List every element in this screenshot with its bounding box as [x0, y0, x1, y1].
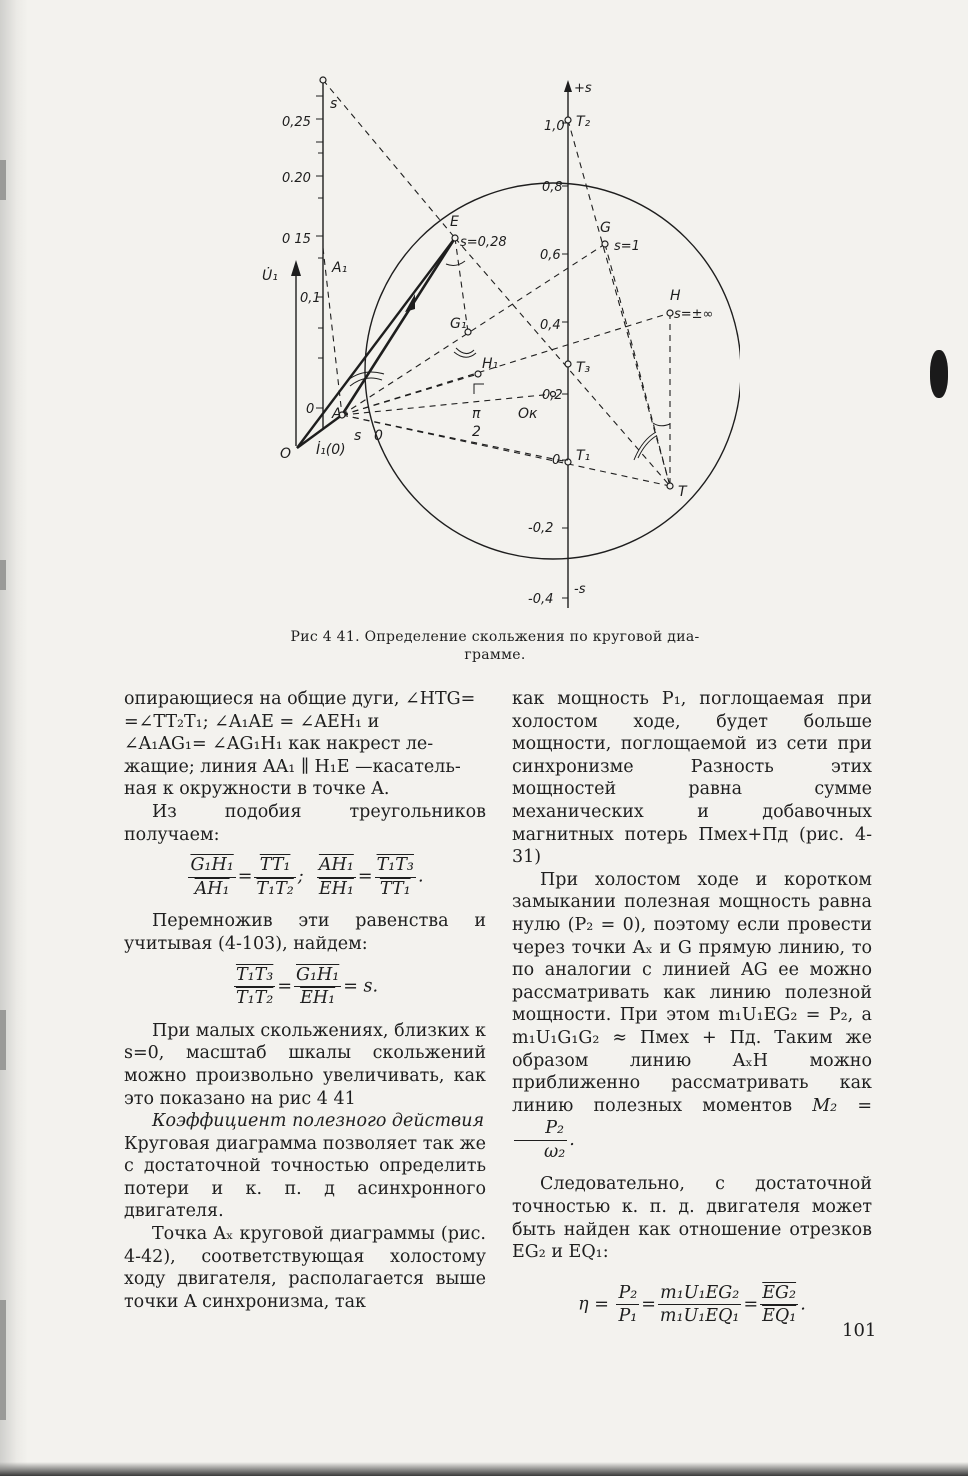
line-oe — [297, 238, 455, 448]
label-e: E — [450, 214, 459, 230]
label-pi: π — [472, 406, 481, 422]
point-h1 — [475, 371, 481, 377]
left-tick-01: 0,1 — [300, 291, 321, 306]
label-t1: T₁ — [576, 448, 591, 464]
left-p2: Из подобия треугольников получаем: — [124, 801, 486, 845]
label-t3: T₃ — [576, 360, 591, 376]
left-p1-line5: ная к окружности в точке A. — [124, 779, 390, 800]
left-tick-020: 0.20 — [282, 171, 311, 186]
right-tick-0: 0 — [552, 453, 561, 468]
label-o: O — [280, 446, 292, 462]
left-p1-line2: =∠TT₂T₁; ∠A₁AE = ∠AEH₁ и — [124, 711, 380, 732]
left-subheading-efficiency: Коэффициент полезного действия — [152, 1111, 485, 1132]
dashed-t2-to-t — [568, 120, 670, 486]
point-h — [667, 310, 673, 316]
right-p2: При холостом ходе и коротком замыкании полезная мощность равна нулю (P₂ = 0), поэтому если провести через точки Aₓ и G прямую линию, то по аналогии с линией AG ее можно рассматривать как линию полезной мощности. При этом m₁U₁EG₂ = P₂, а m₁U₁G₁G₂ ≈ Πмех + Πд. Таким же образом линию AₓH можно приближенно рассматривать как линию полезных моментов M₂ = $\frac{\text{P₂}}{\text{ω₂}}$ . — [512, 869, 872, 1162]
label-u1: U̇₁ — [262, 268, 278, 284]
right-tick-04: 0,4 — [540, 318, 561, 333]
label-two: 2 — [472, 424, 481, 440]
label-h: H — [670, 288, 681, 304]
label-g: G — [600, 220, 611, 236]
right-tick-m02: -0,2 — [528, 521, 554, 536]
label-s1: s=1 — [614, 239, 640, 254]
page-bottom-edge-shadow — [0, 1462, 968, 1476]
left-p3: Перемножив эти равенства и учитывая (4-103), найдем: — [124, 911, 486, 954]
page-number: 101 — [842, 1320, 877, 1341]
left-column — [124, 688, 486, 1313]
dashed-g-to-t — [605, 244, 670, 486]
page-left-edge-shadow — [0, 0, 28, 1476]
label-minus-s: -s — [574, 582, 586, 597]
right-tick-06: 0,6 — [540, 248, 561, 263]
label-s028: s=0,28 — [460, 235, 507, 250]
formula-slip: $\frac{\text{T₁T₃}}{\text{T₁T₂}}$ = $\frac{\text{G₁H₁}}{\text{EH₁}}$ = s. — [235, 964, 379, 1009]
dashed-a-to-h1 — [342, 374, 478, 415]
left-p1-line4: жащие; линия AA₁ ∥ H₁E —касатель- — [124, 756, 461, 777]
label-plus-s: +s — [574, 81, 592, 96]
label-s-top: s — [330, 96, 338, 112]
circle — [365, 183, 740, 559]
point-t2 — [565, 117, 571, 123]
point-t3 — [565, 361, 571, 367]
point-g — [602, 241, 608, 247]
right-tick-m04: -0,4 — [528, 592, 554, 607]
formula-similarity: $\frac{\text{G₁H₁}}{\text{AH₁}}$ = $\frac{\text{TT₁}}{\text{T₁T₂}}$ ; $\frac{\text{AH₁}}{\text{EH₁}}$ = $\frac{\text{T₁T₃}}{\text{TT₁}}$ . — [190, 855, 424, 899]
figure-caption: Рис 4 41. Определение скольжения по круговой диа- грамме. — [290, 629, 700, 663]
label-sinf: s=±∞ — [674, 307, 714, 322]
right-column — [512, 688, 872, 1338]
left-tick-025: 0,25 — [282, 115, 311, 130]
right-tick-10: 1,0 — [544, 119, 565, 134]
dashed-top-to-e — [323, 80, 455, 238]
circle-diagram-figure — [260, 68, 740, 620]
right-p1: как мощность P₁, поглощаемая при холостом ходе, будет больше мощности, поглощаемой из сети при синхронизме Разность этих мощностей равна сумме механических и добавочных магнитных потерь Πмех+Πд (рис. 4-31) — [512, 689, 872, 868]
label-h1: H₁ — [482, 356, 499, 372]
u1-arrowhead — [291, 260, 301, 276]
left-p5: Круговая диаграмма позволяет так же с достаточной точностью определить потери и к. п. д асинхронного двигателя. — [124, 1133, 486, 1222]
left-p4: При малых скольжениях, близких к s=0, масштаб шкалы скольжений можно произвольно увеличивать, как это показано на рис 4 41 — [124, 1020, 486, 1109]
label-s0: s — [354, 428, 362, 444]
point-e — [452, 235, 458, 241]
right-tick-08: 0,8 — [542, 180, 563, 195]
right-tick-02: 0,2 — [542, 388, 563, 403]
ink-blot — [930, 350, 948, 398]
left-p1-line1: опирающиеся на общие дуги, ∠HTG= — [124, 689, 476, 709]
point-top — [320, 77, 326, 83]
point-t — [667, 483, 673, 489]
label-a1: A₁ — [332, 260, 348, 276]
left-tick-015: 0 15 — [282, 232, 311, 247]
label-zero: 0 — [374, 428, 383, 444]
left-p1-line3: ∠A₁AG₁= ∠AG₁H₁ как накрест ле- — [124, 734, 434, 755]
label-t2: T₂ — [576, 114, 591, 130]
left-tick-0: 0 — [306, 402, 315, 417]
label-a: A — [332, 406, 342, 422]
label-ok: Oк — [518, 406, 538, 422]
right-p3: Следовательно, с достаточной точностью к. п. д. двигателя может быть найден как отношение отрезков EG₂ и EQ₁: — [512, 1174, 872, 1263]
dashed-a-to-h — [342, 313, 670, 415]
dashed-a-to-t — [342, 415, 670, 486]
left-p6: Точка Aₓ круговой диаграммы (рис. 4-42), соответствующая холостому ходу двигателя, располагается выше точки A синхронизма, так — [124, 1224, 486, 1312]
label-t: T — [678, 484, 687, 500]
label-g1: G₁ — [450, 316, 467, 332]
moment-formula: M₂ = $\frac{\text{P₂}}{\text{ω₂}}$ . — [512, 1096, 872, 1150]
right-axis-arrowhead — [564, 80, 572, 92]
formula-efficiency: η = $\frac{\text{P₂}}{\text{P₁}}$ = $\frac{\text{m₁U₁EG₂}}{\text{m₁U₁EQ₁}}$ = $\frac{\text{EG₂}}{\text{EQ₁}}$ . — [578, 1282, 806, 1327]
label-i10: İ₁(0) — [316, 442, 346, 458]
